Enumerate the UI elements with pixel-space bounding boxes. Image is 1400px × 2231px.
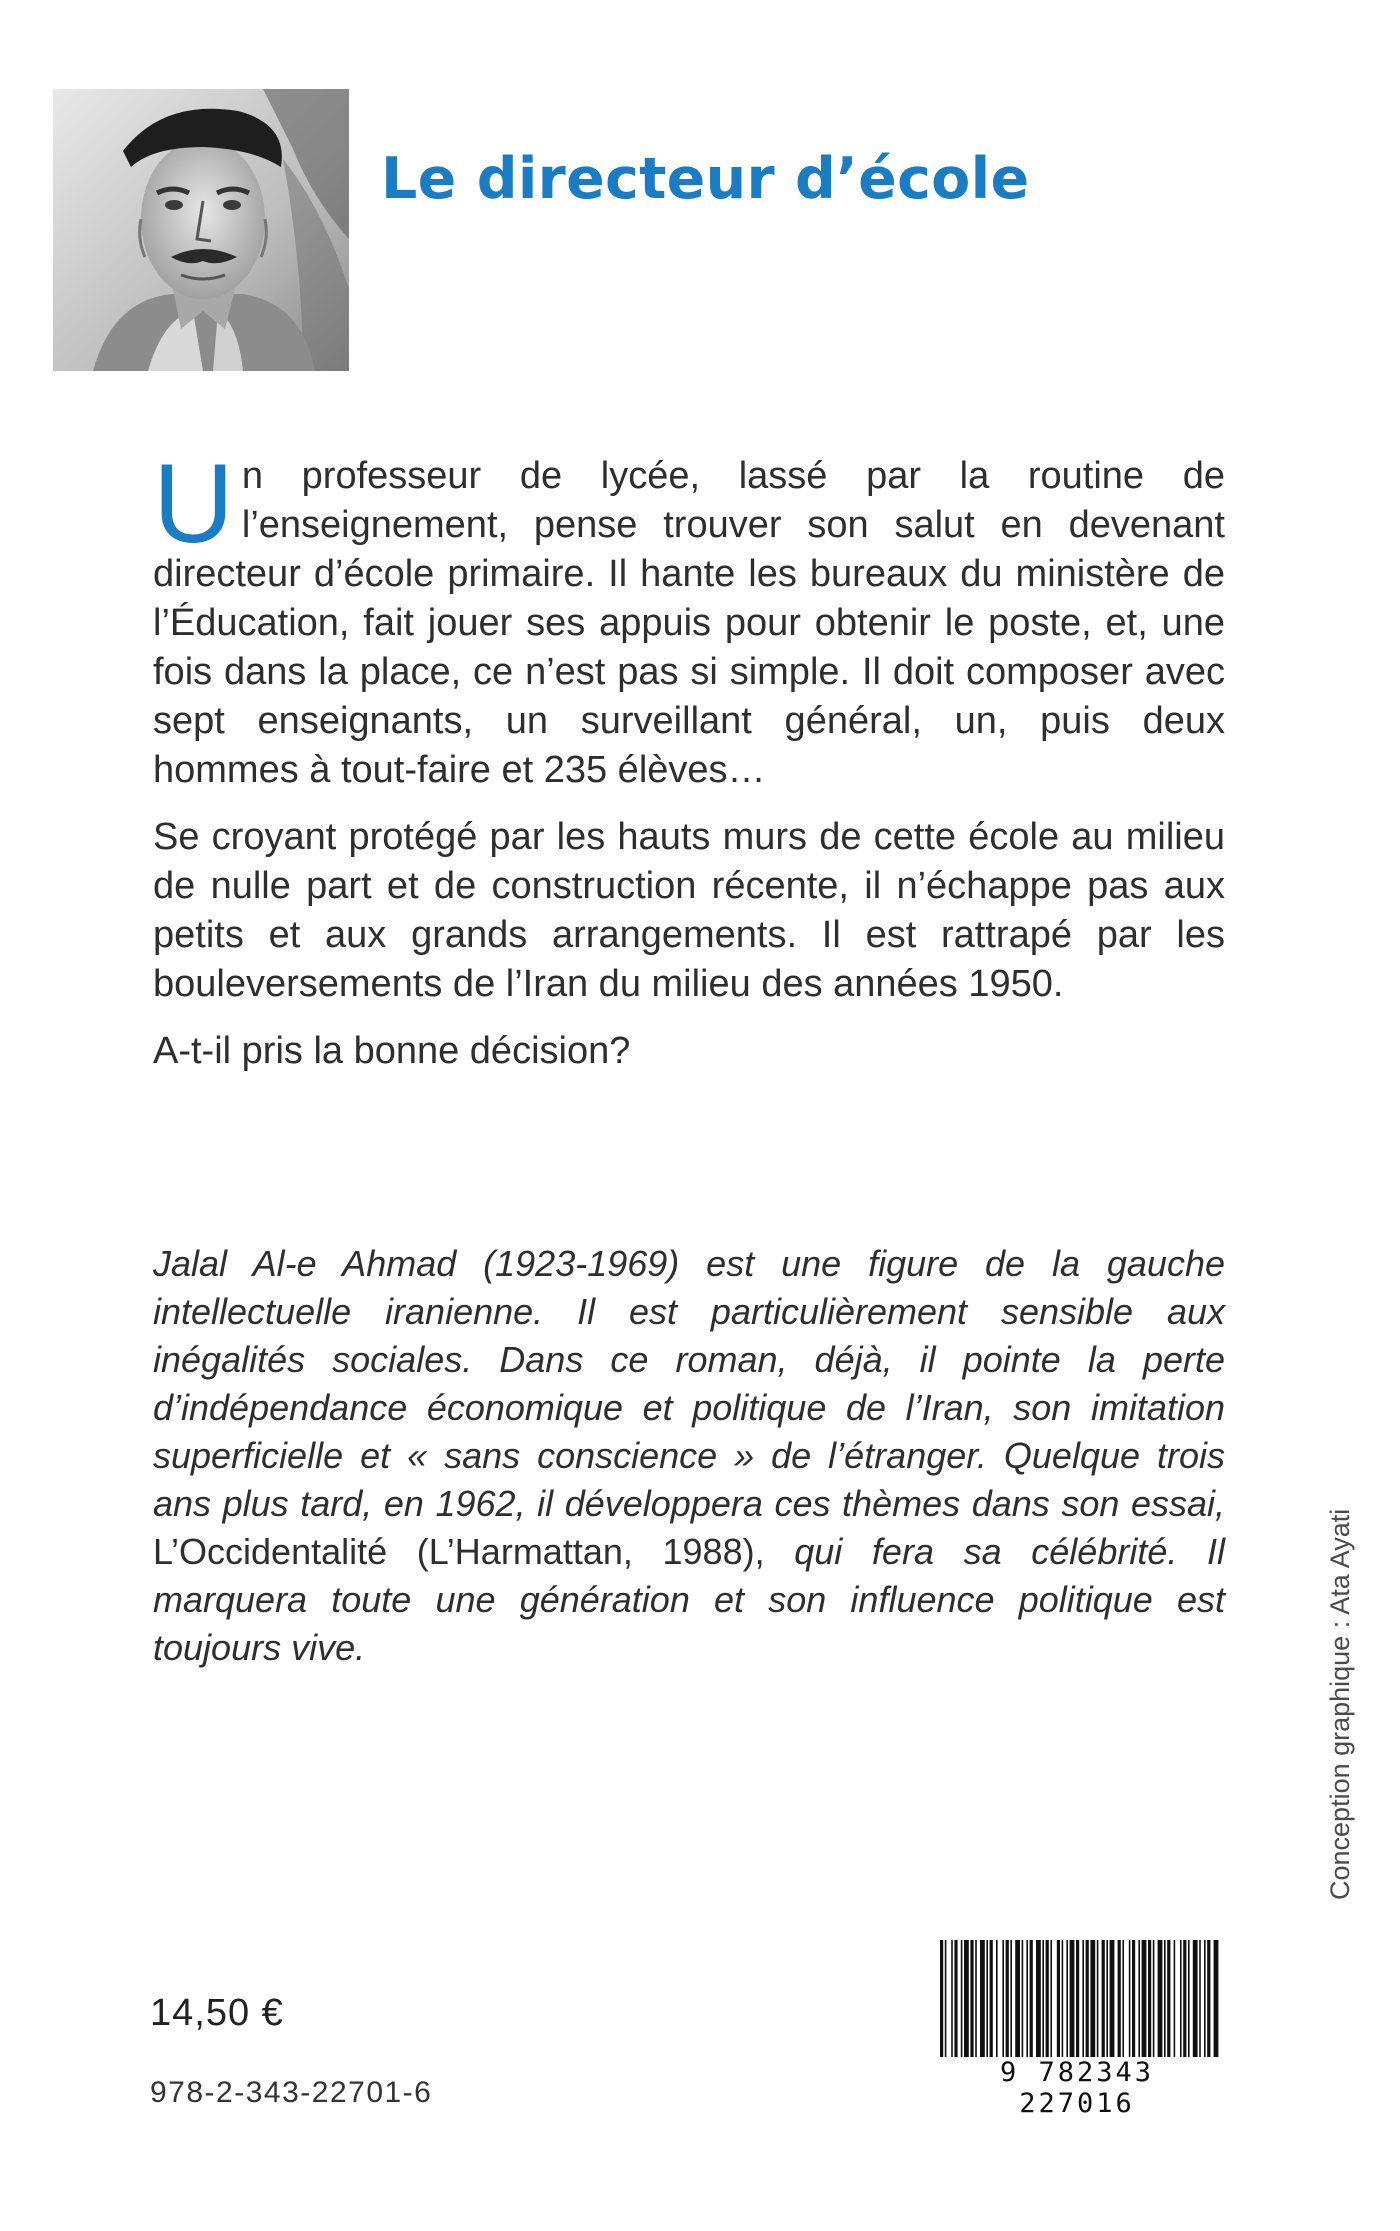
- design-credit: Conception graphique : Ata Ayati: [1325, 1508, 1355, 1900]
- isbn: 978-2-343-22701-6: [150, 2076, 433, 2109]
- barcode-digits: 9 782343 227016: [934, 2057, 1220, 2119]
- barcode: [934, 1936, 1220, 2121]
- author-bio: [153, 1240, 1225, 1672]
- synopsis-paragraph-1-text: n professeur de lycée, lassé par la routine de l’enseignement, pense trouver son salut en devenant directeur d’école primaire. Il hante les bureaux du ministère de l’Éducation, fait jouer ses appuis pour obtenir le poste, et, une fois dans la place, ce n’est pas si simple. Il doit composer avec sept enseignants, un surveillant général, un, puis deux hommes à tout-faire et 235 élèves…: [153, 455, 1225, 791]
- author-bio-text-2: qui fera sa célébrité. Il marquera toute une génération et son influence politique est toujours vive.: [153, 1531, 1225, 1668]
- drop-cap: U: [153, 441, 234, 566]
- synopsis-paragraph-2: Se croyant protégé par les hauts murs de cette école au milieu de nulle part et de construction récente, il n’échappe pas aux petits et aux grands arrangements. Il est rattrapé par les bouleversements de l’Iran du milieu des années 1950.: [153, 816, 1225, 1005]
- synopsis-paragraph-1: [153, 441, 1225, 795]
- author-bio-work-title: L’Occidentalité (L’Harmattan, 1988),: [153, 1531, 765, 1572]
- synopsis-paragraph-3: A-t-il pris la bonne décision?: [153, 1030, 631, 1072]
- portrait-drawing: [53, 89, 349, 371]
- author-bio-text-1: Jalal Al-e Ahmad (1923-1969) est une figure de la gauche intellectuelle iranienne. Il est particulièrement sensible aux inégalités sociales. Dans ce roman, déjà, il pointe la perte d’indépendance économique et politique de l’Iran, son imitation superficielle et « sans conscience » de l’étranger. Quelque trois ans plus tard, en 1962, il développera ces thèmes dans son essai,: [153, 1243, 1225, 1524]
- synopsis: [153, 441, 1225, 1094]
- author-portrait: [53, 89, 349, 371]
- book-title: Le directeur d’école: [381, 146, 1030, 212]
- price: 14,50 €: [150, 1992, 284, 2034]
